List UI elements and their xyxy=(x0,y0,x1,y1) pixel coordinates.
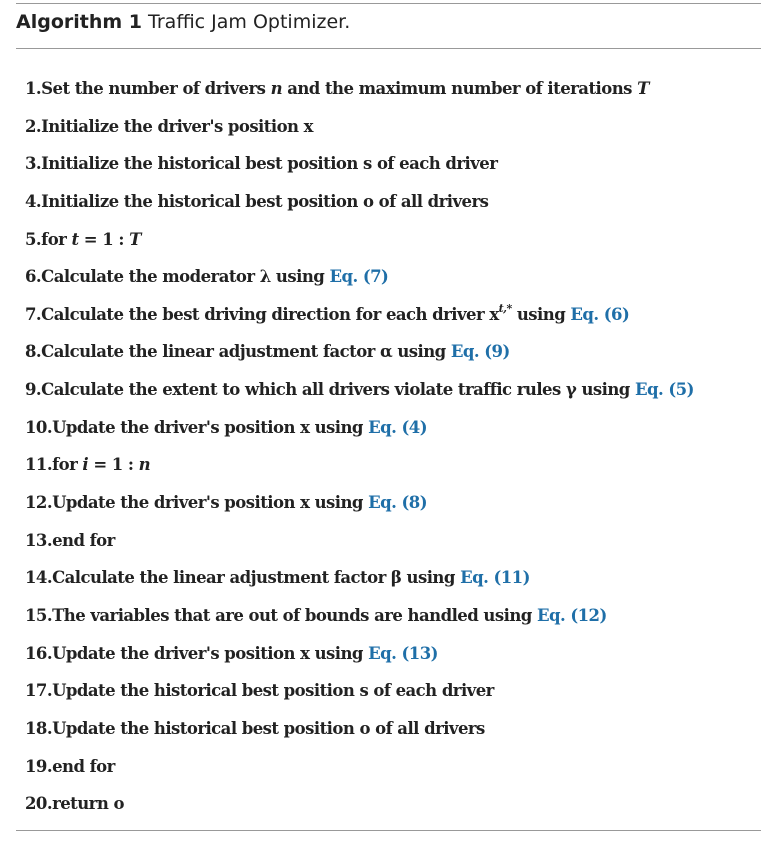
algorithm-steps xyxy=(25,70,694,823)
step-text: using xyxy=(511,304,571,324)
step-number: 13. xyxy=(25,530,53,550)
algorithm-step-9 xyxy=(25,371,694,409)
algorithm-step-18 xyxy=(25,710,694,748)
step-text: Calculate the moderator λ using xyxy=(41,267,330,287)
algorithm-step-20 xyxy=(25,785,694,823)
equation-link[interactable]: Eq. (7) xyxy=(329,267,389,287)
equation-link[interactable]: Eq. (11) xyxy=(460,568,530,588)
step-text: return o xyxy=(52,794,124,814)
algorithm-step-3 xyxy=(25,145,694,183)
step-text: Update the driver's position x using xyxy=(52,417,369,437)
step-number: 20. xyxy=(25,794,53,814)
step-number: 11. xyxy=(25,455,53,475)
algorithm-step-19 xyxy=(25,748,694,786)
equation-link[interactable]: Eq. (4) xyxy=(368,417,427,437)
step-text: Initialize the driver's position x xyxy=(41,116,313,136)
algorithm-step-16 xyxy=(25,635,694,673)
step-number: 3. xyxy=(25,154,42,174)
step-text: Set the number of drivers xyxy=(41,79,271,98)
step-number: 7. xyxy=(25,304,42,324)
algorithm-step-8 xyxy=(25,333,694,371)
step-text: end for xyxy=(52,530,115,550)
table-top-rule xyxy=(16,3,761,4)
step-superscript: t,* xyxy=(498,302,512,316)
step-text: end for xyxy=(52,756,115,776)
algorithm-step-13 xyxy=(25,522,694,560)
step-number: 2. xyxy=(25,116,42,136)
step-number: 10. xyxy=(25,417,53,437)
algorithm-step-4 xyxy=(25,183,694,221)
step-number: 14. xyxy=(25,568,53,588)
step-number: 8. xyxy=(25,342,42,362)
step-text: Update the historical best position o of all drivers xyxy=(52,718,485,738)
algorithm-label: Algorithm 1 xyxy=(16,11,142,33)
step-number: 15. xyxy=(25,605,53,625)
step-number: 6. xyxy=(25,267,42,287)
algorithm-step-12 xyxy=(25,484,694,522)
equation-link[interactable]: Eq. (8) xyxy=(368,493,427,513)
step-text: Calculate the linear adjustment factor α using xyxy=(41,342,451,362)
algorithm-step-14 xyxy=(25,559,694,597)
step-text: Initialize the historical best position o of all drivers xyxy=(41,191,489,211)
step-variable: T xyxy=(637,79,649,98)
step-variable: n xyxy=(270,79,283,98)
step-variable: i xyxy=(82,455,89,475)
algorithm-caption xyxy=(16,10,350,34)
step-number: 18. xyxy=(25,718,53,738)
step-text: Update the historical best position s of each driver xyxy=(52,681,494,701)
step-number: 5. xyxy=(25,229,42,249)
step-variable: t xyxy=(71,229,79,249)
algorithm-title: Traffic Jam Optimizer. xyxy=(148,11,351,33)
equation-link[interactable]: Eq. (6) xyxy=(570,304,630,324)
step-number: 12. xyxy=(25,493,53,513)
step-text: Calculate the linear adjustment factor β using xyxy=(52,568,461,588)
step-number: 17. xyxy=(25,681,53,701)
equation-link[interactable]: Eq. (9) xyxy=(450,342,510,362)
step-variable: n xyxy=(138,455,151,475)
step-variable: T xyxy=(129,229,141,249)
step-text: Calculate the best driving direction for each driver x xyxy=(41,304,499,324)
step-text: Calculate the extent to which all drivers violate traffic rules γ using xyxy=(41,380,635,400)
table-bottom-rule xyxy=(16,830,761,831)
step-text: Initialize the historical best position s of each driver xyxy=(41,154,498,174)
step-number: 4. xyxy=(25,191,42,211)
algorithm-step-1 xyxy=(25,70,694,108)
step-text: Update the driver's position x using xyxy=(52,493,369,513)
equation-link[interactable]: Eq. (5) xyxy=(635,380,694,400)
step-text: and the maximum number of iterations xyxy=(282,79,638,98)
step-number: 1. xyxy=(25,79,42,98)
step-text: The variables that are out of bounds are handled using xyxy=(52,605,537,625)
algorithm-step-2 xyxy=(25,108,694,146)
step-text: Update the driver's position x using xyxy=(52,643,369,663)
step-number: 19. xyxy=(25,756,53,776)
equation-link[interactable]: Eq. (12) xyxy=(536,605,607,625)
algorithm-step-11 xyxy=(25,446,694,484)
step-text: = 1 : xyxy=(88,455,139,475)
algorithm-step-10 xyxy=(25,409,694,447)
caption-divider xyxy=(16,48,761,49)
algorithm-step-15 xyxy=(25,597,694,635)
algorithm-step-17 xyxy=(25,672,694,710)
algorithm-step-7 xyxy=(25,296,694,334)
step-text: for xyxy=(41,229,72,249)
step-text: = 1 : xyxy=(78,229,130,249)
step-text: for xyxy=(52,455,83,475)
algorithm-step-6 xyxy=(25,258,694,296)
step-number: 16. xyxy=(25,643,53,663)
step-number: 9. xyxy=(25,380,42,400)
algorithm-step-5 xyxy=(25,221,694,259)
equation-link[interactable]: Eq. (13) xyxy=(368,643,438,663)
